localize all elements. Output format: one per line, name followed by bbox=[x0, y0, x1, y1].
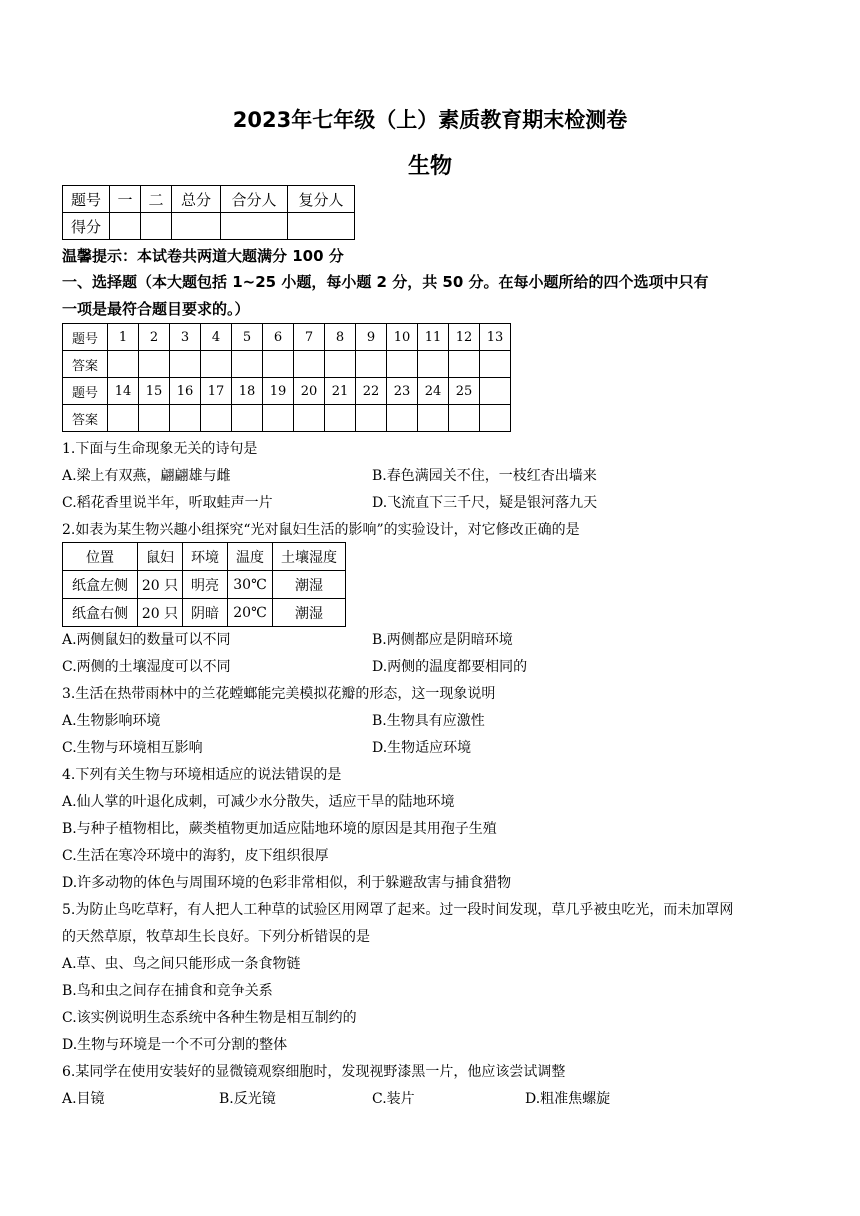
q3-stem: 3.生活在热带雨林中的兰花螳螂能完美模拟花瓣的形态，这一现象说明 bbox=[62, 686, 496, 702]
q4-option-b[interactable]: B.与种子植物相比，蕨类植物更加适应陆地环境的原因是其用孢子生殖 bbox=[62, 821, 497, 837]
q3-option-c[interactable]: C.生物与环境相互影响 bbox=[62, 740, 203, 756]
answer-table-label: 答案 bbox=[63, 405, 108, 432]
answer-cell[interactable] bbox=[356, 351, 387, 378]
question-number-cell: 18 bbox=[232, 378, 263, 405]
q5-option-d[interactable]: D.生物与环境是一个不可分割的整体 bbox=[62, 1037, 288, 1053]
answer-cell[interactable] bbox=[449, 351, 480, 378]
experiment-header-cell: 土壤湿度 bbox=[273, 543, 346, 571]
score-header-cell: 总分 bbox=[172, 186, 221, 213]
experiment-cell: 明亮 bbox=[183, 571, 228, 599]
q1-stem: 1.下面与生命现象无关的诗句是 bbox=[62, 441, 258, 457]
experiment-cell: 阴暗 bbox=[183, 599, 228, 627]
score-cell[interactable] bbox=[110, 213, 141, 240]
answer-cell[interactable] bbox=[263, 351, 294, 378]
question-number-cell: 10 bbox=[387, 324, 418, 351]
question-number-cell: 13 bbox=[480, 324, 511, 351]
answer-cell[interactable] bbox=[356, 405, 387, 432]
answer-cell[interactable] bbox=[201, 405, 232, 432]
answer-cell[interactable] bbox=[232, 405, 263, 432]
score-row-label: 得分 bbox=[63, 213, 110, 240]
q1-option-d[interactable]: D.飞流直下三千尺，疑是银河落九天 bbox=[372, 495, 598, 511]
question-number-cell: 7 bbox=[294, 324, 325, 351]
question-number-cell: 25 bbox=[449, 378, 480, 405]
q3-option-b[interactable]: B.生物具有应激性 bbox=[372, 713, 485, 729]
q5-stem-line1: 5.为防止鸟吃草籽，有人把人工种草的试验区用网罩了起来。过一段时间发现，草几乎被虫吃光，而未加罩网 bbox=[62, 902, 734, 918]
answer-cell[interactable] bbox=[139, 351, 170, 378]
answer-cell[interactable] bbox=[480, 351, 511, 378]
q1-option-b[interactable]: B.春色满园关不住，一枝红杏出墙来 bbox=[372, 468, 597, 484]
answer-table bbox=[62, 323, 511, 432]
question-number-cell: 4 bbox=[201, 324, 232, 351]
question-number-cell: 16 bbox=[170, 378, 201, 405]
question-number-cell: 12 bbox=[449, 324, 480, 351]
question-number-cell: 19 bbox=[263, 378, 294, 405]
answer-cell[interactable] bbox=[325, 351, 356, 378]
answer-cell[interactable] bbox=[387, 405, 418, 432]
question-number-cell: 3 bbox=[170, 324, 201, 351]
answer-table-label: 题号 bbox=[63, 324, 108, 351]
score-cell[interactable] bbox=[288, 213, 355, 240]
question-number-cell: 11 bbox=[418, 324, 449, 351]
q4-option-a[interactable]: A.仙人掌的叶退化成刺，可减少水分散失，适应干旱的陆地环境 bbox=[62, 794, 455, 810]
section1-heading-line2: 一项是最符合题目要求的。） bbox=[62, 300, 250, 318]
q6-option-d[interactable]: D.粗准焦螺旋 bbox=[525, 1091, 611, 1107]
q2-stem: 2.如表为某生物兴趣小组探究“光对鼠妇生活的影响”的实验设计，对它修改正确的是 bbox=[62, 522, 580, 538]
score-cell[interactable] bbox=[221, 213, 288, 240]
score-header-cell: 复分人 bbox=[288, 186, 355, 213]
experiment-cell: 纸盒左侧 bbox=[63, 571, 138, 599]
answer-cell[interactable] bbox=[170, 351, 201, 378]
score-header-cell: 题号 bbox=[63, 186, 110, 213]
q1-option-a[interactable]: A.梁上有双燕，翩翩雄与雌 bbox=[62, 468, 231, 484]
answer-cell[interactable] bbox=[139, 405, 170, 432]
answer-table-label: 答案 bbox=[63, 351, 108, 378]
score-header-cell: 一 bbox=[110, 186, 141, 213]
question-number-cell: 22 bbox=[356, 378, 387, 405]
q4-option-d[interactable]: D.许多动物的体色与周围环境的色彩非常相似，利于躲避敌害与捕食猎物 bbox=[62, 875, 512, 891]
question-number-cell: 21 bbox=[325, 378, 356, 405]
answer-cell[interactable] bbox=[294, 351, 325, 378]
experiment-cell: 20 只 bbox=[138, 571, 183, 599]
answer-cell[interactable] bbox=[232, 351, 263, 378]
question-number-cell: 5 bbox=[232, 324, 263, 351]
answer-cell[interactable] bbox=[325, 405, 356, 432]
question-number-cell: 9 bbox=[356, 324, 387, 351]
question-number-cell: 14 bbox=[108, 378, 139, 405]
subject-title: 生物 bbox=[407, 154, 452, 179]
answer-cell[interactable] bbox=[294, 405, 325, 432]
experiment-cell: 20℃ bbox=[228, 599, 273, 627]
q2-option-d[interactable]: D.两侧的温度都要相同的 bbox=[372, 659, 528, 675]
answer-cell[interactable] bbox=[480, 405, 511, 432]
q4-option-c[interactable]: C.生活在寒冷环境中的海豹，皮下组织很厚 bbox=[62, 848, 329, 864]
q3-option-d[interactable]: D.生物适应环境 bbox=[372, 740, 472, 756]
experiment-cell: 20 只 bbox=[138, 599, 183, 627]
question-number-cell: 17 bbox=[201, 378, 232, 405]
q2-option-c[interactable]: C.两侧的土壤湿度可以不同 bbox=[62, 659, 231, 675]
exam-title: 2023年七年级（上）素质教育期末检测卷 bbox=[232, 108, 628, 132]
question-number-cell: 1 bbox=[108, 324, 139, 351]
q1-option-c[interactable]: C.稻花香里说半年，听取蛙声一片 bbox=[62, 495, 273, 511]
question-number-cell: 8 bbox=[325, 324, 356, 351]
question-number-cell: 6 bbox=[263, 324, 294, 351]
answer-cell[interactable] bbox=[201, 351, 232, 378]
q5-stem-line2: 的天然草原，牧草却生长良好。下列分析错误的是 bbox=[62, 929, 370, 945]
experiment-cell: 潮湿 bbox=[273, 571, 346, 599]
experiment-cell: 潮湿 bbox=[273, 599, 346, 627]
question-number-cell: 2 bbox=[139, 324, 170, 351]
experiment-cell: 纸盒右侧 bbox=[63, 599, 138, 627]
answer-cell[interactable] bbox=[387, 351, 418, 378]
q6-stem: 6.某同学在使用安装好的显微镜观察细胞时，发现视野漆黑一片，他应该尝试调整 bbox=[62, 1064, 566, 1080]
score-header-cell: 合分人 bbox=[221, 186, 288, 213]
answer-cell[interactable] bbox=[170, 405, 201, 432]
q5-option-c[interactable]: C.该实例说明生态系统中各种生物是相互制约的 bbox=[62, 1010, 357, 1026]
q5-option-a[interactable]: A.草、虫、鸟之间只能形成一条食物链 bbox=[62, 956, 301, 972]
score-cell[interactable] bbox=[172, 213, 221, 240]
answer-cell[interactable] bbox=[449, 405, 480, 432]
answer-cell[interactable] bbox=[418, 351, 449, 378]
answer-table-label: 题号 bbox=[63, 378, 108, 405]
answer-cell[interactable] bbox=[418, 405, 449, 432]
question-number-cell bbox=[480, 378, 511, 405]
q3-option-a[interactable]: A.生物影响环境 bbox=[62, 713, 161, 729]
q2-option-a[interactable]: A.两侧鼠妇的数量可以不同 bbox=[62, 632, 231, 648]
experiment-header-cell: 鼠妇 bbox=[138, 543, 183, 571]
question-number-cell: 15 bbox=[139, 378, 170, 405]
exam-tip: 温馨提示：本试卷共两道大题满分 100 分 bbox=[62, 247, 344, 265]
q6-option-a[interactable]: A.目镜 bbox=[62, 1091, 105, 1107]
answer-cell[interactable] bbox=[108, 351, 139, 378]
answer-cell[interactable] bbox=[108, 405, 139, 432]
q6-option-c[interactable]: C.装片 bbox=[372, 1091, 415, 1107]
q6-option-b[interactable]: B.反光镜 bbox=[219, 1091, 276, 1107]
q5-option-b[interactable]: B.鸟和虫之间存在捕食和竞争关系 bbox=[62, 983, 273, 999]
question-number-cell: 23 bbox=[387, 378, 418, 405]
question-number-cell: 20 bbox=[294, 378, 325, 405]
experiment-header-cell: 温度 bbox=[228, 543, 273, 571]
score-table bbox=[62, 185, 355, 240]
score-cell[interactable] bbox=[141, 213, 172, 240]
answer-cell[interactable] bbox=[263, 405, 294, 432]
experiment-table bbox=[62, 542, 346, 627]
q2-option-b[interactable]: B.两侧都应是阴暗环境 bbox=[372, 632, 513, 648]
experiment-header-cell: 环境 bbox=[183, 543, 228, 571]
q4-stem: 4.下列有关生物与环境相适应的说法错误的是 bbox=[62, 767, 342, 783]
experiment-header-cell: 位置 bbox=[63, 543, 138, 571]
section1-heading-line1: 一、选择题（本大题包括 1~25 小题，每小题 2 分，共 50 分。在每小题所给的四个选项中只有 bbox=[62, 273, 709, 291]
question-number-cell: 24 bbox=[418, 378, 449, 405]
score-header-cell: 二 bbox=[141, 186, 172, 213]
experiment-cell: 30℃ bbox=[228, 571, 273, 599]
